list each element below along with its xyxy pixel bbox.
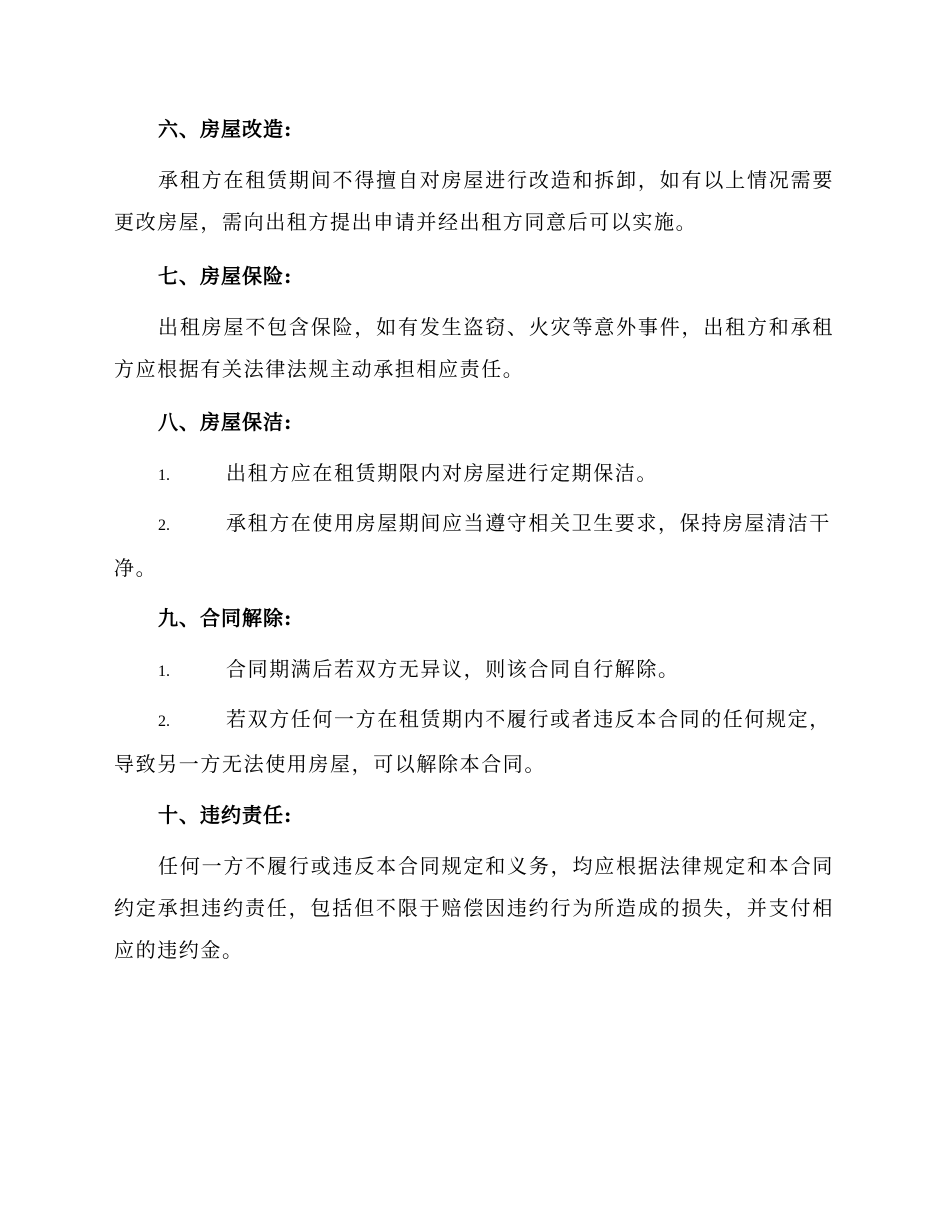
list-item-number: 1. — [158, 467, 170, 484]
list-item-number: 2. — [158, 713, 170, 730]
section-paragraph-renovation: 承租方在租赁期间不得擅自对房屋进行改造和拆卸，如有以上情况需要更改房屋，需向出租方提出申请并经出租方同意后可以实施。 — [114, 168, 834, 234]
list-item-text: 出租方应在租赁期限内对房屋进行定期保洁。 — [226, 461, 658, 485]
section-heading-liability: 十、违约责任: — [158, 803, 293, 827]
section-heading-renovation: 六、房屋改造: — [158, 117, 293, 141]
list-item-text: 若双方任何一方在租赁期内不履行或者违反本合同的任何规定，导致另一方无法使用房屋，可以解除本合同。 — [114, 707, 831, 776]
section-paragraph-liability: 任何一方不履行或违反本合同规定和义务，均应根据法律规定和本合同约定承担违约责任，包括但不限于赔偿因违约行为所造成的损失，并支付相应的违约金。 — [114, 854, 834, 962]
list-item — [114, 502, 834, 589]
list-item-text: 合同期满后若双方无异议，则该合同自行解除。 — [226, 657, 680, 681]
list-item-number: 1. — [158, 663, 170, 680]
list-item — [114, 648, 834, 693]
list-item-text: 承租方在使用房屋期间应当遵守相关卫生要求，保持房屋清洁干净。 — [114, 511, 831, 580]
list-item-number: 2. — [158, 517, 170, 534]
section-paragraph-insurance: 出租房屋不包含保险，如有发生盗窃、火灾等意外事件，出租方和承租方应根据有关法律法规主动承担相应责任。 — [114, 315, 834, 381]
section-heading-termination: 九、合同解除: — [158, 606, 293, 630]
section-heading-cleaning: 八、房屋保洁: — [158, 410, 293, 434]
section-heading-insurance: 七、房屋保险: — [158, 264, 293, 288]
list-item — [114, 452, 834, 497]
list-item — [114, 698, 834, 785]
